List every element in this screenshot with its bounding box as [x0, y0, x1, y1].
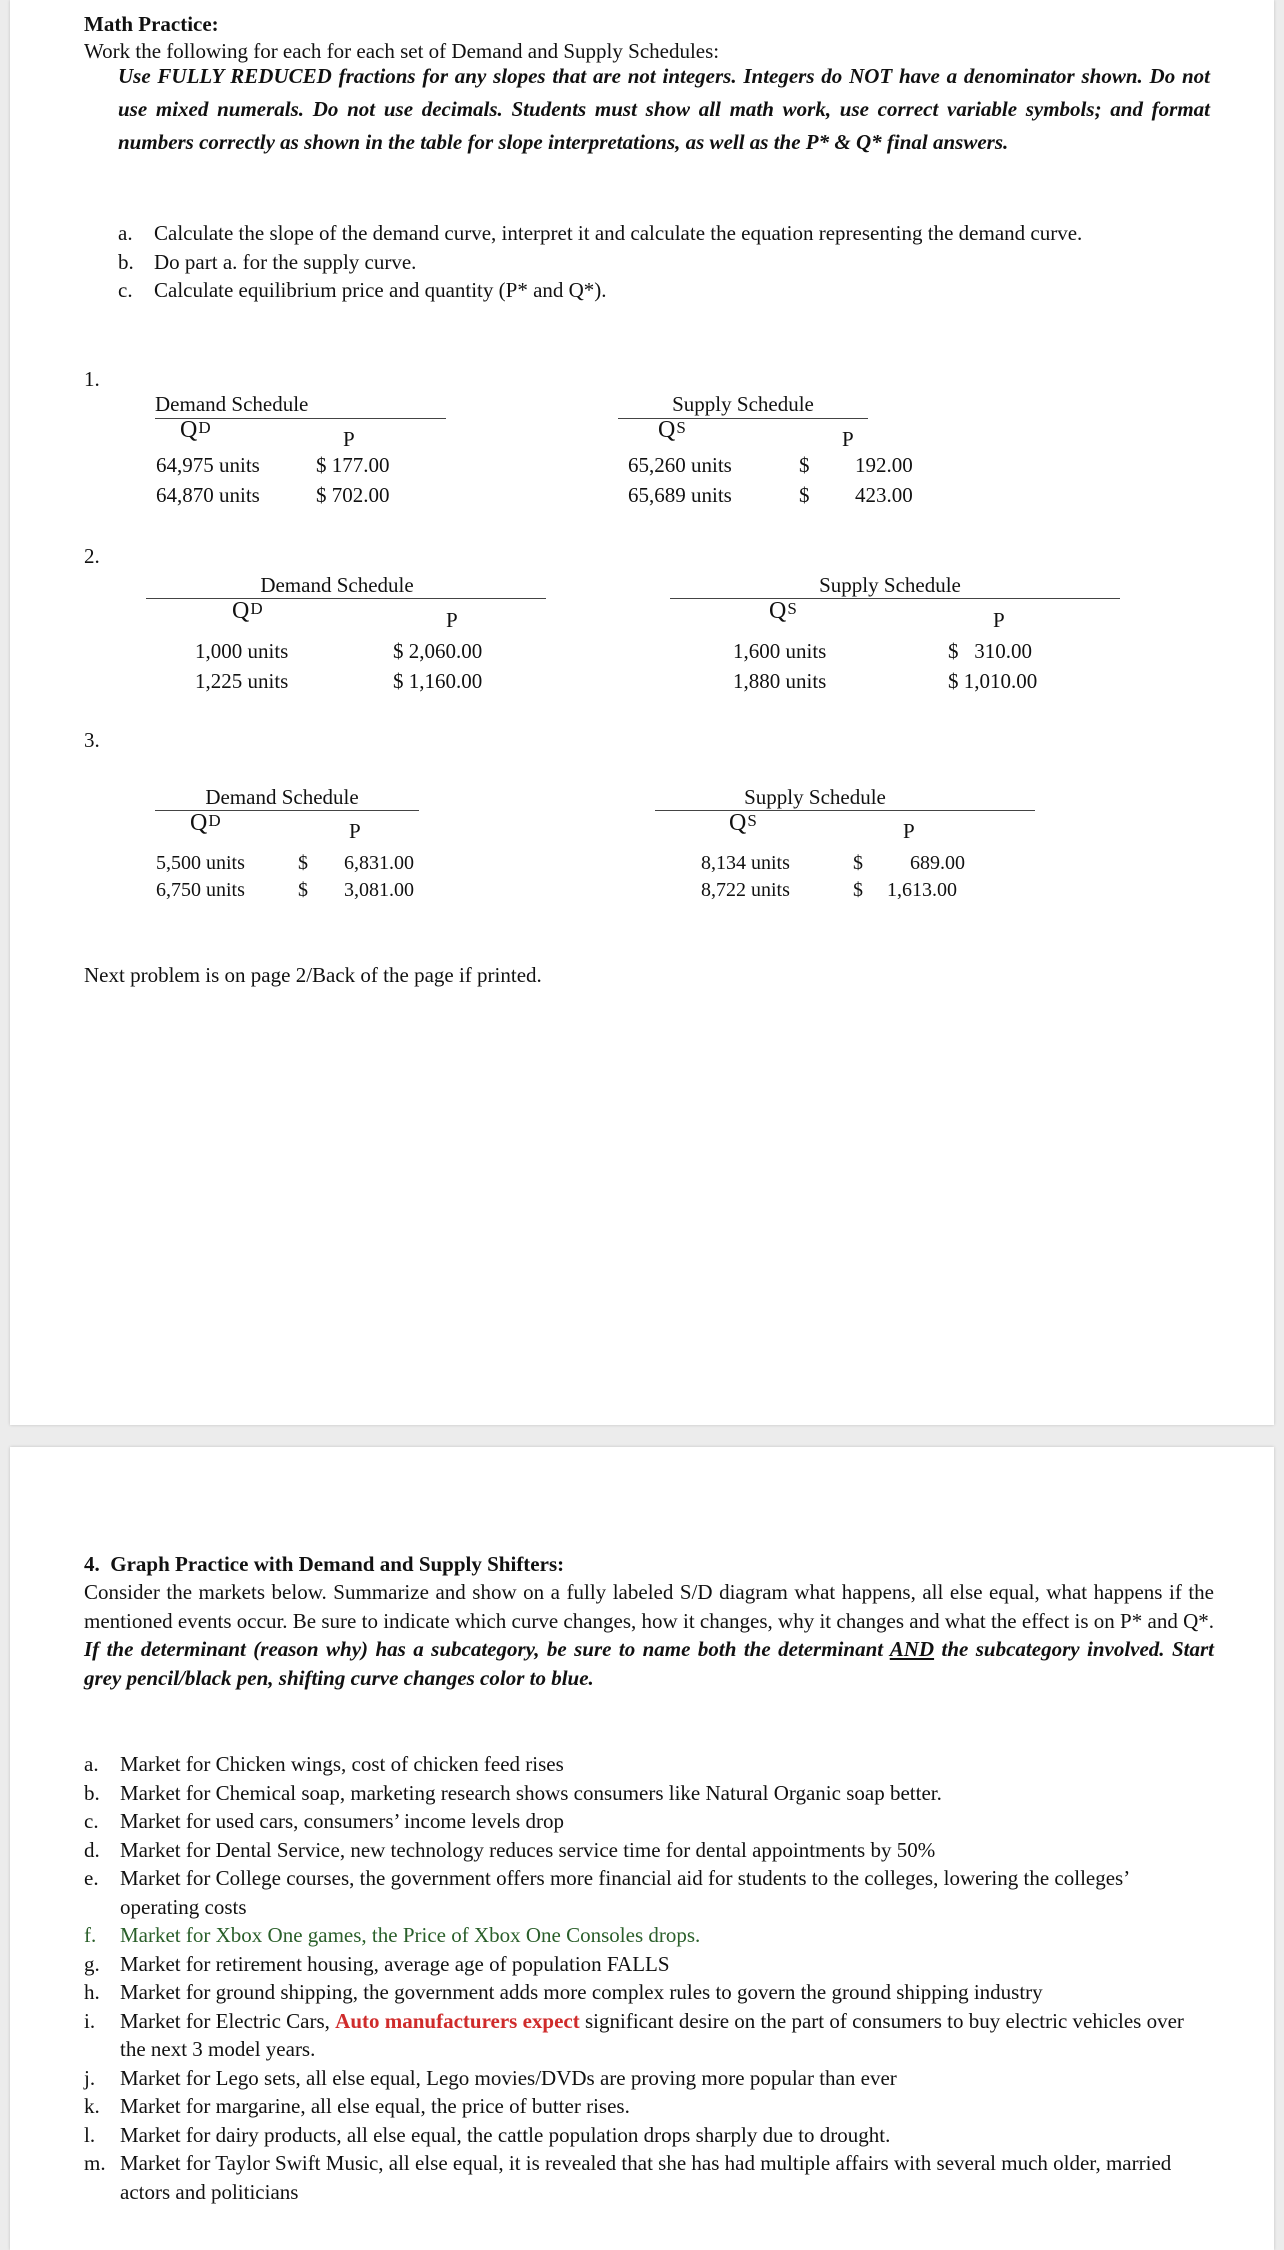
list-item: a. Calculate the slope of the demand curve, interpret it and calculate the equation representing the demand curve. — [118, 221, 1083, 245]
demand-title-rule — [146, 598, 546, 599]
table-cell: 1,000 units — [195, 639, 289, 663]
table-cell: $ 1,160.00 — [393, 669, 483, 693]
table-cell: $ 177.00 — [316, 453, 390, 477]
table-cell: 64,870 units — [156, 483, 260, 507]
p-header: P — [842, 427, 854, 451]
table-cell: 8,134 units — [701, 852, 790, 874]
supply-title-rule — [670, 598, 1120, 599]
page-1 — [10, 0, 1274, 1425]
table-cell: $ — [298, 852, 308, 874]
table-cell: $ 2,060.00 — [393, 639, 483, 663]
list-item: e. Market for College courses, the government offers more financial aid for students to the colleges, lowering the colleges’ operating costs — [84, 1866, 1129, 1919]
footer-note: Next problem is on page 2/Back of the page if printed. — [84, 963, 542, 987]
demand-schedule-title: Demand Schedule — [260, 573, 414, 597]
qd-header: $Q^D$ — [232, 598, 263, 624]
p-header: P — [343, 427, 355, 451]
supply-schedule-title: Supply Schedule — [744, 785, 886, 809]
section-4-heading: 4. Graph Practice with Demand and Supply Shifters: — [84, 1552, 565, 1576]
list-item: j. Market for Lego sets, all else equal, Lego movies/DVDs are proving more popular than ever — [84, 2065, 897, 2090]
table-cell: 3,081.00 — [344, 879, 414, 901]
markets-list — [84, 1750, 1200, 2206]
supply-title-rule — [618, 418, 868, 419]
problem-number: 3. — [84, 728, 100, 752]
table-cell: 1,880 units — [733, 669, 827, 693]
problem-number: 2. — [84, 544, 100, 568]
demand-schedule-title: Demand Schedule — [155, 392, 309, 416]
supply-schedule-title: Supply Schedule — [819, 573, 961, 597]
qd-header: $Q^D$ — [180, 417, 211, 443]
qs-header: $Q^S$ — [729, 810, 757, 836]
list-item: d. Market for Dental Service, new technology reduces service time for dental appointments by 50% — [84, 1837, 936, 1862]
qs-header: $Q^S$ — [769, 598, 797, 624]
table-cell: $ — [298, 879, 308, 901]
p-header: P — [349, 819, 361, 843]
list-item: m. Market for Taylor Swift Music, all else equal, it is revealed that she has had multiple affairs with several much older, married actors and politicians — [84, 2151, 1172, 2204]
instructions: Use FULLY REDUCED fractions for any slopes that are not integers. Integers do NOT have a denominator shown. Do not use mixed numerals. Do not use decimals. Students must show all math work, use correct variable symbols; and format numbers correctly as shown in the table for slope interpretations, as well as the P* & Q* final answers. — [118, 64, 1210, 154]
qs-header: $Q^S$ — [658, 417, 686, 443]
page-2 — [10, 1447, 1274, 2250]
supply-schedule-title: Supply Schedule — [672, 392, 814, 416]
table-cell: 1,613.00 — [887, 879, 957, 901]
list-item: g. Market for retirement housing, average age of population FALLS — [84, 1951, 670, 1976]
steps-list — [118, 219, 1214, 305]
table-cell: 8,722 units — [701, 879, 790, 901]
list-item: k. Market for margarine, all else equal, the price of butter rises. — [84, 2094, 630, 2118]
list-item: l. Market for dairy products, all else equal, the cattle population drops sharply due to drought. — [84, 2122, 891, 2147]
table-cell: $ 702.00 — [316, 483, 390, 507]
table-cell: $ — [799, 483, 810, 507]
table-cell: 6,750 units — [156, 879, 245, 901]
problem-number: 1. — [84, 367, 100, 391]
table-cell: 6,831.00 — [344, 852, 414, 874]
list-item: i. Market for Electric Cars, Auto manufacturers expect significant desire on the part of consumers to buy electric vehicles over the next 3 model years. — [84, 2008, 1184, 2061]
list-item: b. Market for Chemical soap, marketing research shows consumers like Natural Organic soap better. — [84, 1780, 942, 1805]
table-cell: 5,500 units — [156, 852, 245, 874]
table-cell: $ — [853, 879, 863, 901]
table-cell: 1,225 units — [195, 669, 289, 693]
list-item: f. Market for Xbox One games, the Price of Xbox One Consoles drops. — [84, 1923, 701, 1947]
list-item: a. Market for Chicken wings, cost of chicken feed rises — [84, 1752, 564, 1776]
demand-schedule-title: Demand Schedule — [205, 785, 359, 809]
table-cell: 65,689 units — [628, 483, 732, 507]
section-4-paragraph: Consider the markets below. Summarize and show on a fully labeled S/D diagram what happens, all else equal, what happens if the mentioned events occur. Be sure to indicate which curve changes, how it changes, why it changes and what the effect is on P* and Q*. If the determinant (reason why) has a subcategory, be sure to name both the determinant AND the subcategory involved. Start grey pencil/black pen, shifting curve changes color to blue. — [84, 1580, 1214, 1690]
list-item: c. Calculate equilibrium price and quantity (P* and Q*). — [118, 278, 607, 302]
intro-text: Work the following for each for each set of Demand and Supply Schedules: — [84, 39, 720, 63]
list-item: h. Market for ground shipping, the government adds more complex rules to govern the ground shipping industry — [84, 1980, 1043, 2004]
table-cell: $ — [853, 852, 863, 874]
p-header: P — [903, 819, 915, 843]
table-cell: 65,260 units — [628, 453, 732, 477]
qd-header: $Q^D$ — [190, 810, 221, 836]
list-item: c. Market for used cars, consumers’ income levels drop — [84, 1809, 564, 1833]
table-cell: $ — [799, 453, 810, 477]
p-header: P — [993, 608, 1005, 632]
p-header: P — [446, 608, 458, 632]
table-cell: 192.00 — [855, 453, 913, 477]
table-cell: 1,600 units — [733, 639, 827, 663]
table-cell: 689.00 — [910, 852, 965, 874]
table-cell: $ 1,010.00 — [948, 669, 1038, 693]
page-heading: Math Practice: — [84, 12, 219, 36]
table-cell: 64,975 units — [156, 453, 260, 477]
table-cell: 423.00 — [855, 483, 913, 507]
table-cell: $ 310.00 — [948, 639, 1032, 663]
supply-title-rule — [655, 810, 1035, 811]
list-item: b. Do part a. for the supply curve. — [118, 249, 417, 274]
